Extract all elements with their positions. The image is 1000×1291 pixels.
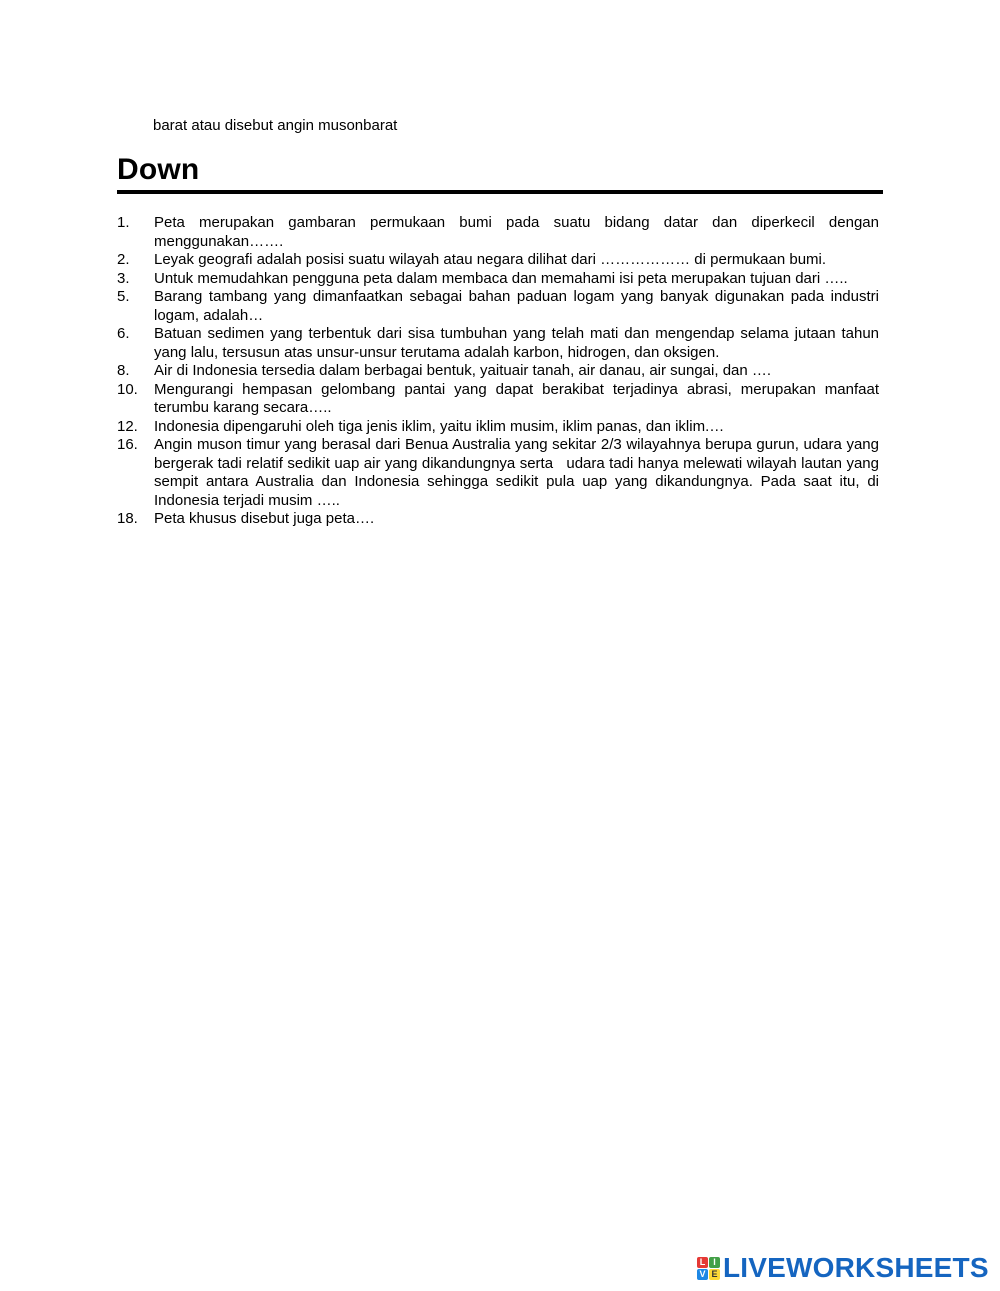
clue-number: 16. [117,436,138,453]
clue-item [117,251,879,270]
brand-wordmark: LIVEWORKSHEETS [723,1252,989,1283]
clue-item [117,436,884,510]
logo-tile: V [697,1269,708,1280]
section-title: Down [117,153,200,186]
clue-text: Mengurangi hempasan gelombang pantai yang dapat berakibat terjadinya abrasi, merupakan manfaat terumbu karang secara….. [154,380,884,416]
carry-over-text: barat atau disebut angin musonbarat [153,117,398,134]
clue-item [117,380,884,418]
clue-text: Peta merupakan gambaran permukaan bumi pada suatu bidang datar dan diperkecil dengan menggunakan……. [154,214,884,250]
clue-text: Barang tambang yang dimanfaatkan sebagai bahan paduan logam yang banyak digunakan pada industri logam, adalah… [154,288,884,324]
liveworksheets-logo-icon [697,1257,720,1280]
clue-list [117,214,884,529]
clue-item [117,510,879,529]
clue-number: 12. [117,417,138,435]
clue-number: 2. [117,251,130,268]
clue-item [117,270,879,289]
clue-text: Batuan sedimen yang terbentuk dari sisa tumbuhan yang telah mati dan mengendap selama jutaan tahun yang lalu, tersusun atas unsur-unsur terutama adalah karbon, hidrogen, dan oksigen. [154,325,884,361]
clue-item [117,288,884,325]
clue-number: 6. [117,325,130,342]
clue-item [117,214,884,251]
clue-number: 3. [117,269,130,287]
clue-number: 18. [117,510,138,527]
brand-footer[interactable] [697,1253,989,1283]
clue-number: 8. [117,362,130,379]
clue-text: Leyak geografi adalah posisi suatu wilayah atau negara dilihat dari ……………… di permukaan bumi. [154,251,827,268]
clue-item [117,418,879,437]
clue-text: Untuk memudahkan pengguna peta dalam membaca dan memahami isi peta merupakan tujuan dari ….. [154,269,848,287]
clue-number: 5. [117,288,130,305]
clue-item [117,325,884,362]
logo-tile: I [709,1257,720,1268]
clue-item [117,362,879,381]
clue-text: Air di Indonesia tersedia dalam berbagai bentuk, yaituair tanah, air danau, air sungai, dan …. [154,362,772,379]
clue-text: Peta khusus disebut juga peta…. [154,510,375,527]
logo-tile: E [709,1269,720,1280]
clue-number: 1. [117,214,130,231]
section-divider [117,190,883,194]
clue-text: Angin muson timur yang berasal dari Benua Australia yang sekitar 2/3 wilayahnya berupa gurun, udara yang bergerak tadi relatif sedikit uap air yang dikandungnya serta udara tadi hanya melewati wilayah lautan yang sempit antara Australia dan Indonesia sehingga sedikit pula uap yang dikandungnya. Pada saat itu, di Indonesia terjadi musim ….. [154,436,884,509]
clue-number: 10. [117,380,138,398]
logo-tile: L [697,1257,708,1268]
clue-text: Indonesia dipengaruhi oleh tiga jenis iklim, yaitu iklim musim, iklim panas, dan iklim.… [154,417,725,435]
